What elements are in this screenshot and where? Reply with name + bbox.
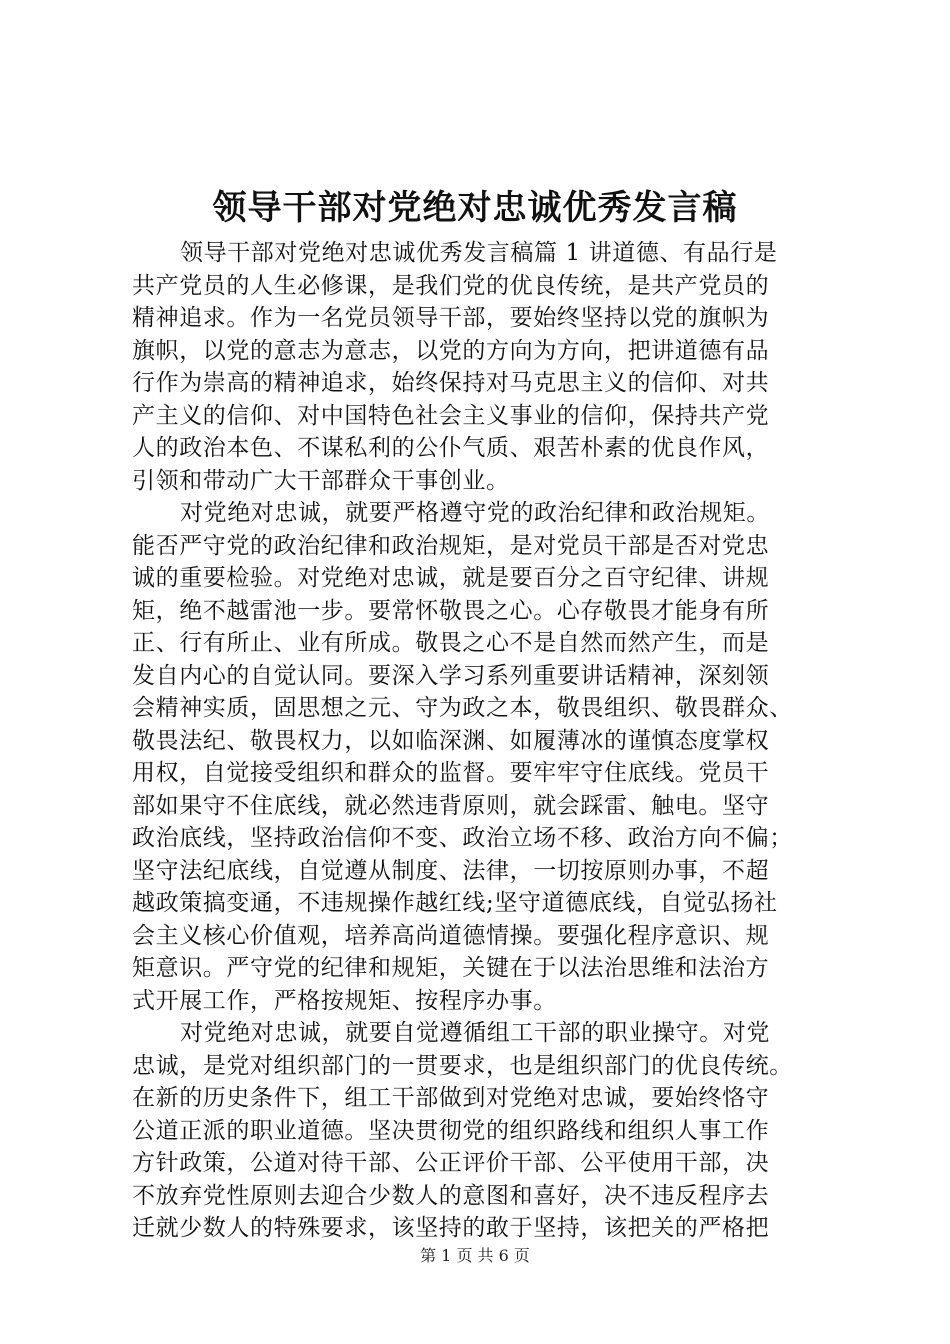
text-line: 在新的历史条件下，组工干部做到对党绝对忠诚，要始终恪守 <box>132 1085 770 1111</box>
text-line: 精神追求。作为一名党员领导干部，要始终坚持以党的旗帜为 <box>132 305 770 331</box>
text-line: 人的政治本色、不谋私利的公仆气质、艰苦朴素的优良作风， <box>132 435 770 461</box>
text-line: 迁就少数人的特殊要求，该坚持的敢于坚持，该把关的严格把 <box>132 1215 770 1241</box>
text-line: 能否严守党的政治纪律和政治规矩，是对党员干部是否对党忠 <box>132 532 770 559</box>
text-line: 矩，绝不越雷池一步。要常怀敬畏之心。心存敬畏才能身有所 <box>132 597 770 624</box>
text-line: 对党绝对忠诚，就要自觉遵循组工干部的职业操守。对党 <box>180 1020 770 1046</box>
text-line: 正、行有所止、业有所成。敬畏之心不是自然而然产生，而是 <box>132 630 770 656</box>
text-line: 引领和带动广大干部群众干事创业。 <box>132 467 510 494</box>
text-line: 旗帜，以党的意志为意志，以党的方向为方向，把讲道德有品 <box>132 337 770 364</box>
text-line: 会主义核心价值观，培养高尚道德情操。要强化程序意识、规 <box>132 922 770 949</box>
paragraph-2 <box>132 497 842 1017</box>
text-line: 部如果守不住底线，就必然违背原则，就会踩雷、触电。坚守 <box>132 792 770 819</box>
text-line: 领导干部对党绝对忠诚优秀发言稿篇 1 讲道德、有品行是 <box>180 240 778 266</box>
text-line: 越政策搞变通，不违规操作越红线;坚守道德底线，自觉弘扬社 <box>132 890 778 916</box>
document-title: 领导干部对党绝对忠诚优秀发言稿 <box>212 188 738 228</box>
text-line: 忠诚，是党对组织部门的一贯要求，也是组织部门的优良传统。 <box>132 1052 793 1079</box>
paragraph-3 <box>132 1017 842 1245</box>
text-line: 产主义的信仰、对中国特色社会主义事业的信仰，保持共产党 <box>132 402 770 429</box>
text-line: 式开展工作，严格按规矩、按程序办事。 <box>132 987 557 1014</box>
text-line: 发自内心的自觉认同。要深入学习系列重要讲话精神，深刻领 <box>132 662 770 689</box>
text-line: 共产党员的人生必修课，是我们党的优良传统，是共产党员的 <box>132 272 770 299</box>
text-line: 公道正派的职业道德。坚决贯彻党的组织路线和组织人事工作 <box>132 1117 770 1144</box>
text-line: 用权，自觉接受组织和群众的监督。要牢牢守住底线。党员干 <box>132 760 770 786</box>
text-line: 矩意识。严守党的纪律和规矩，关键在于以法治思维和法治方 <box>132 955 770 981</box>
text-line: 会精神实质，固思想之元、守为政之本，敬畏组织、敬畏群众、 <box>132 695 793 721</box>
document-body <box>132 237 842 1245</box>
text-line: 方针政策，公道对待干部、公正评价干部、公平使用干部，决 <box>132 1150 770 1176</box>
text-line: 不放弃党性原则去迎合少数人的意图和喜好，决不违反程序去 <box>132 1182 770 1209</box>
text-line: 政治底线，坚持政治信仰不变、政治立场不移、政治方向不偏； <box>132 825 793 851</box>
page-footer: 第 1 页 共 6 页 <box>420 1246 530 1265</box>
text-line: 行作为崇高的精神追求，始终保持对马克思主义的信仰、对共 <box>132 370 770 396</box>
text-line: 敬畏法纪、敬畏权力，以如临深渊、如履薄冰的谨慎态度掌权 <box>132 727 770 754</box>
text-line: 坚守法纪底线，自觉遵从制度、法律，一切按原则办事，不超 <box>132 857 770 884</box>
text-line: 对党绝对忠诚，就要严格遵守党的政治纪律和政治规矩。 <box>180 500 770 526</box>
text-line: 诚的重要检验。对党绝对忠诚，就是要百分之百守纪律、讲规 <box>132 565 770 591</box>
paragraph-1 <box>132 237 842 497</box>
